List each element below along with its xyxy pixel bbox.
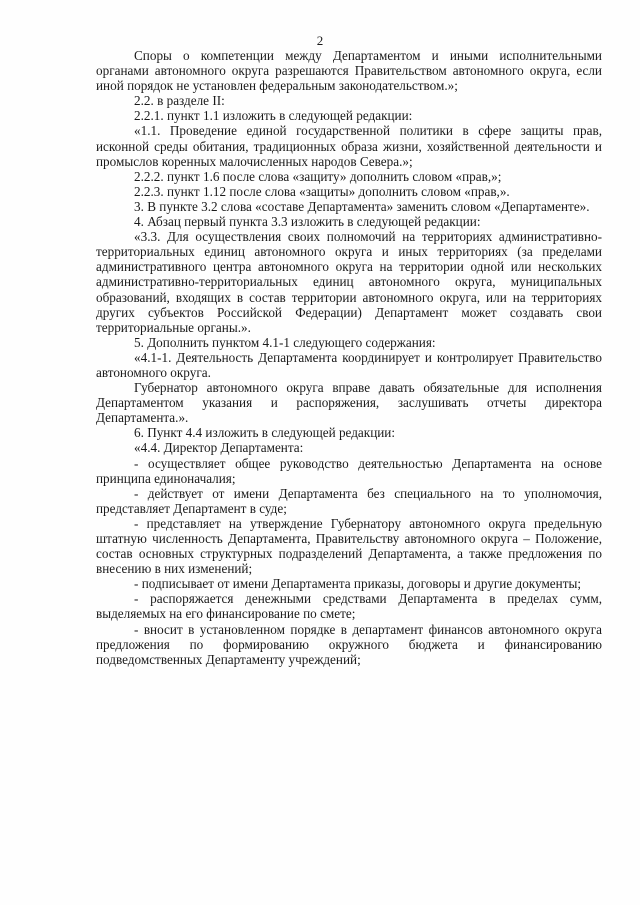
paragraph: - действует от имени Департамента без специального на то уполномочия, представляет Департамент в суде;: [96, 485, 602, 516]
document-body: [96, 48, 602, 667]
paragraph: Губернатор автономного округа вправе давать обязательные для исполнения Департаментом указания и распоряжения, заслушивать отчеты директора Департамента.».: [96, 380, 602, 426]
paragraph: - представляет на утверждение Губернатору автономного округа предельную штатную численность Департамента, Правительству автономного округа – Положение, состав основных структурных подразделений Департамента, а также предложения по внесению в них изменений;: [96, 515, 602, 577]
paragraph: «1.1. Проведение единой государственной политики в сфере защиты прав, исконной среды обитания, традиционных образа жизни, хозяйственной деятельности и промыслов коренных малочисленных народов Севера.»;: [96, 123, 602, 169]
paragraph: «4.4. Директор Департамента:: [134, 440, 304, 456]
paragraph: 3. В пункте 3.2 слова «составе Департамента» заменить словом «Департаменте».: [134, 198, 590, 214]
paragraph: 2.2. в разделе II:: [134, 93, 225, 109]
paragraph: - подписывает от имени Департамента приказы, договоры и другие документы;: [134, 576, 581, 592]
paragraph: 4. Абзац первый пункта 3.3 изложить в следующей редакции:: [134, 214, 481, 230]
paragraph: - осуществляет общее руководство деятельностью Департамента на основе принципа единоначалия;: [96, 455, 602, 486]
paragraph: - распоряжается денежными средствами Департамента в пределах сумм, выделяемых на его финансирование по смете;: [96, 591, 602, 622]
paragraph: «3.3. Для осуществления своих полномочий на территориях административно-территориальных единиц автономного округа и иных территориях (за пределами административного центра автономного округа на территории одной или нескольких административно-территориальных единиц автономного округа, муниципальных образований, входящих в состав территории автономного округа, или на территориях других субъектов Российской Федерации) Департамент может создавать свои территориальные органы.».: [96, 229, 602, 335]
paragraph: 2.2.1. пункт 1.1 изложить в следующей редакции:: [134, 108, 413, 124]
paragraph: «4.1-1. Деятельность Департамента координирует и контролирует Правительство автономного округа.: [96, 349, 602, 380]
paragraph: 6. Пункт 4.4 изложить в следующей редакции:: [134, 425, 396, 441]
paragraph: 5. Дополнить пунктом 4.1-1 следующего содержания:: [134, 334, 436, 350]
paragraph: 2.2.3. пункт 1.12 после слова «защиты» дополнить словом «прав,».: [134, 183, 510, 199]
paragraph: Споры о компетенции между Департаментом и иными исполнительными органами автономного округа разрешаются Правительством автономного округа, если иной порядок не установлен федеральным законодательством.»;: [96, 48, 602, 94]
paragraph: 2.2.2. пункт 1.6 после слова «защиту» дополнить словом «прав,»;: [134, 168, 502, 184]
paragraph: - вносит в установленном порядке в департамент финансов автономного округа предложения по формированию окружного бюджета и финансированию подведомственных Департаменту учреждений;: [96, 621, 602, 667]
page-number: 2: [316, 33, 324, 48]
